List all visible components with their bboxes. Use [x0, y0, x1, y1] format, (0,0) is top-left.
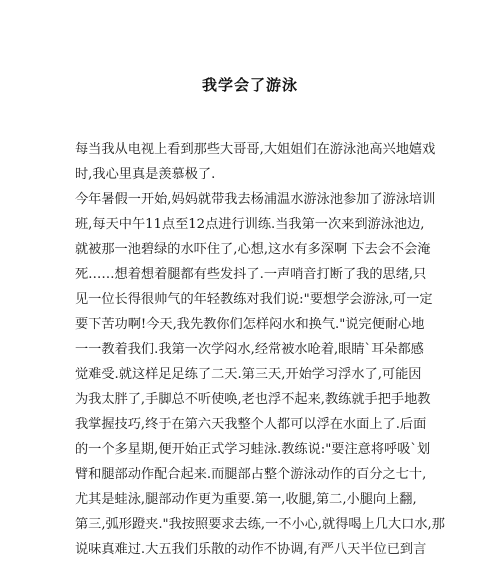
- body-line: 死……想着想着腿都有些发抖了.一声哨音打断了我的思绪,只: [75, 267, 427, 282]
- body-line: 第三,弧形蹬夹."我按照要求去练,一不小心,就得喝上几大口水,那: [75, 517, 445, 532]
- body-line: 要下苦功啊!今天,我先教你们怎样闷水和换气."说完便耐心地: [75, 317, 425, 332]
- body-line: 一一教着我们.我第一次学闷水,经常被水呛着,眼睛`耳朵都感: [75, 342, 424, 357]
- body-line: 我掌握技巧,终于在第六天我整个人都可以浮在水面上了.后面: [75, 417, 427, 432]
- body-line: 就被那一池碧绿的水吓住了,心想,这水有多深啊 下去会不会淹: [75, 242, 431, 257]
- body-line: 时,我心里真是羡慕极了.: [75, 167, 216, 182]
- body-line: 今年暑假一开始,妈妈就带我去杨浦温水游泳池参加了游泳培训: [75, 192, 436, 207]
- document-body: [75, 137, 475, 562]
- body-line: 觉难受.就这样足足练了二天.第三天,开始学习浮水了,可能因: [75, 367, 422, 382]
- body-line: 为我太胖了,手脚总不听使唤,老也浮不起来,教练就手把手地教: [75, 392, 431, 407]
- document-title: 我学会了游泳: [201, 76, 298, 94]
- body-line: 说味真难过.大五我们乐散的动作不协调,有严八天半位已到言: [75, 542, 427, 557]
- body-line: 的一个多星期,便开始正式学习蛙泳.教练说:"要注意将呼吸`划: [75, 442, 431, 457]
- body-line: 尤其是蛙泳,腿部动作更为重要.第一,收腿,第二,小腿向上翻,: [75, 492, 417, 507]
- body-line: 臂和腿部动作配合起来.而腿部占整个游泳动作的百分之七十,: [75, 467, 427, 482]
- body-line: 每当我从电视上看到那些大哥哥,大姐姐们在游泳池高兴地嬉戏: [75, 142, 436, 157]
- body-line: 见一位长得很帅气的年轻教练对我们说:"要想学会游泳,可一定: [75, 292, 433, 307]
- body-line: 班,每天中午11点至12点进行训练.当我第一次来到游泳池边,: [75, 217, 425, 232]
